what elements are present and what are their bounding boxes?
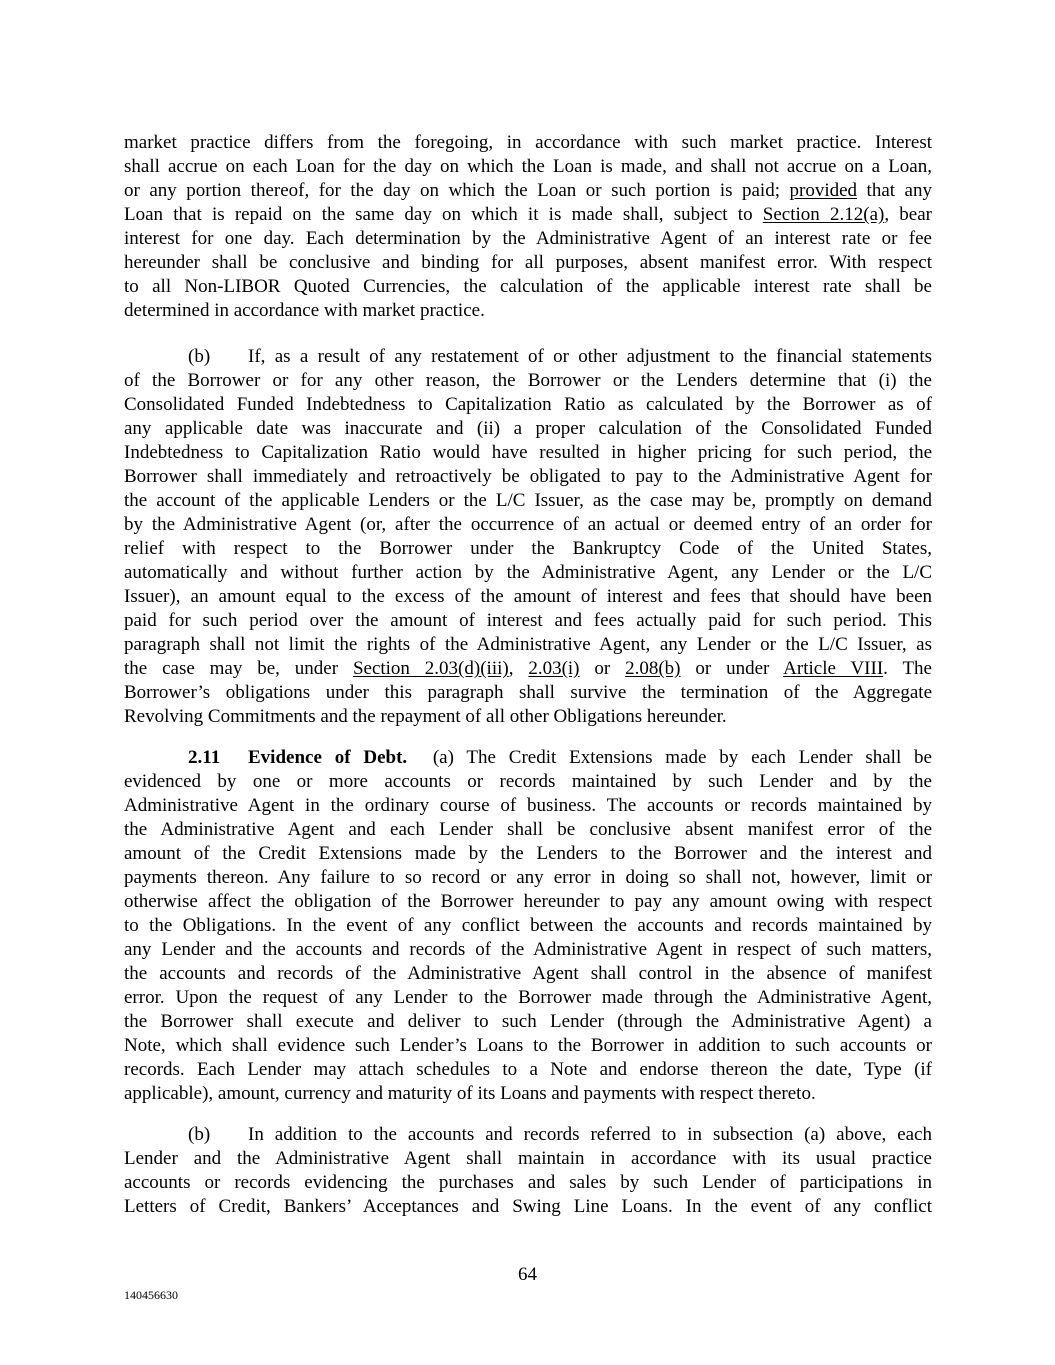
text-line: shall accrue on each Loan for the day on which the Loan is made, and shall not accrue on a Loan, — [124, 156, 932, 177]
text-line: of the Borrower or for any other reason, the Borrower or the Lenders determine that (i) the — [124, 370, 932, 391]
text-line: Letters of Credit, Bankers’ Acceptances and Swing Line Loans. In the event of any conflict — [124, 1196, 932, 1217]
cross-reference: Section 2.12(a) — [762, 204, 885, 225]
text-line: market practice differs from the foregoing, in accordance with such market practice. Interest — [124, 132, 932, 153]
paragraph-interest-accrual — [124, 131, 932, 323]
text-line: accounts or records evidencing the purchases and sales by such Lender of participations in — [124, 1172, 932, 1193]
text-line: to all Non-LIBOR Quoted Currencies, the calculation of the applicable interest rate shall be — [124, 276, 932, 297]
text-line: by the Administrative Agent (or, after the occurrence of an actual or deemed entry of an order for — [124, 514, 932, 535]
paragraph-subsection-b-restatement — [124, 345, 932, 729]
text-line: to the Obligations. In the event of any conflict between the accounts and records maintained by — [124, 915, 932, 936]
cross-reference: 2.08(b) — [625, 658, 681, 679]
document-id: 140456630 — [124, 1288, 178, 1302]
text-line: amount of the Credit Extensions made by the Lenders to the Borrower and the interest and — [124, 843, 932, 864]
text-line: automatically and without further action by the Administrative Agent, any Lender or the L/C — [124, 562, 932, 583]
text-line: Borrower’s obligations under this paragraph shall survive the termination of the Aggregate — [124, 682, 932, 703]
cross-reference: provided — [789, 180, 858, 201]
section-title: Evidence of Debt. — [248, 747, 433, 768]
text-line: Revolving Commitments and the repayment of all other Obligations hereunder. — [124, 706, 727, 727]
text-line: any Lender and the accounts and records of the Administrative Agent in respect of such matters, — [124, 939, 932, 960]
text-line: the Administrative Agent and each Lender shall be conclusive absent manifest error of the — [124, 819, 932, 840]
text-line: payments thereon. Any failure to so record or any error in doing so shall not, however, limit or — [124, 867, 932, 888]
text-line: evidenced by one or more accounts or records maintained by such Lender and by the — [124, 771, 932, 792]
text-line: the Borrower shall execute and deliver to such Lender (through the Administrative Agent) a — [124, 1011, 932, 1032]
section-number: 2.11 — [188, 747, 221, 768]
text-line: interest for one day. Each determination by the Administrative Agent of an interest rate or fee — [124, 228, 932, 249]
paragraph-section-2-11-evidence-of-debt — [124, 746, 932, 1106]
text-line: any applicable date was inaccurate and (ii) a proper calculation of the Consolidated Funded — [124, 418, 932, 439]
text-line: Loan that is repaid on the same day on which it is made shall, subject to Section 2.12(a), bear — [124, 204, 932, 225]
text-line: Borrower shall immediately and retroactively be obligated to pay to the Administrative Agent for — [124, 466, 932, 487]
text-line: applicable), amount, currency and maturity of its Loans and payments with respect thereto. — [124, 1083, 816, 1104]
text-line: 2.11 Evidence of Debt. (a) The Credit Extensions made by each Lender shall be — [188, 747, 932, 768]
text-line: paragraph shall not limit the rights of the Administrative Agent, any Lender or the L/C Issuer, as — [124, 634, 932, 655]
paragraph-subsection-b-participations — [124, 1123, 932, 1219]
cross-reference: 2.03(i) — [528, 658, 580, 679]
text-line: the accounts and records of the Administrative Agent shall control in the absence of manifest — [124, 963, 932, 984]
page-number: 64 — [518, 1264, 537, 1285]
text-line: Issuer), an amount equal to the excess of the amount of interest and fees that should have been — [124, 586, 932, 607]
subsection-label: (b) — [188, 346, 211, 367]
text-line: Consolidated Funded Indebtedness to Capitalization Ratio as calculated by the Borrower as of — [124, 394, 932, 415]
text-line: otherwise affect the obligation of the Borrower hereunder to pay any amount owing with respect — [124, 891, 932, 912]
text-line: Note, which shall evidence such Lender’s Loans to the Borrower in addition to such accounts or — [124, 1035, 932, 1056]
text-line: determined in accordance with market practice. — [124, 300, 485, 321]
text-line: paid for such period over the amount of interest and fees actually paid for such period. This — [124, 610, 932, 631]
text-line: hereunder shall be conclusive and binding for all purposes, absent manifest error. With respect — [124, 252, 932, 273]
text-line: error. Upon the request of any Lender to the Borrower made through the Administrative Agent, — [124, 987, 932, 1008]
text-line: the account of the applicable Lenders or the L/C Issuer, as the case may be, promptly on demand — [124, 490, 932, 511]
text-line: (b) If, as a result of any restatement of or other adjustment to the financial statements — [188, 346, 932, 367]
text-line: or any portion thereof, for the day on which the Loan or such portion is paid; provided that any — [124, 180, 932, 201]
text-line: Lender and the Administrative Agent shall maintain in accordance with its usual practice — [124, 1148, 932, 1169]
text-line: records. Each Lender may attach schedules to a Note and endorse thereon the date, Type (if — [124, 1059, 932, 1080]
text-line: the case may be, under Section 2.03(d)(iii), 2.03(i) or 2.08(b) or under Article VIII. The — [124, 658, 932, 679]
text-line: relief with respect to the Borrower under the Bankruptcy Code of the United States, — [124, 538, 932, 559]
cross-reference: Section 2.03(d)(iii) — [352, 658, 509, 679]
text-line: Administrative Agent in the ordinary course of business. The accounts or records maintained by — [124, 795, 932, 816]
cross-reference: Article VIII — [783, 658, 884, 679]
text-line: Indebtedness to Capitalization Ratio would have resulted in higher pricing for such period, the — [124, 442, 932, 463]
text-line: (b) In addition to the accounts and records referred to in subsection (a) above, each — [188, 1124, 932, 1145]
subsection-label: (b) — [188, 1124, 211, 1145]
